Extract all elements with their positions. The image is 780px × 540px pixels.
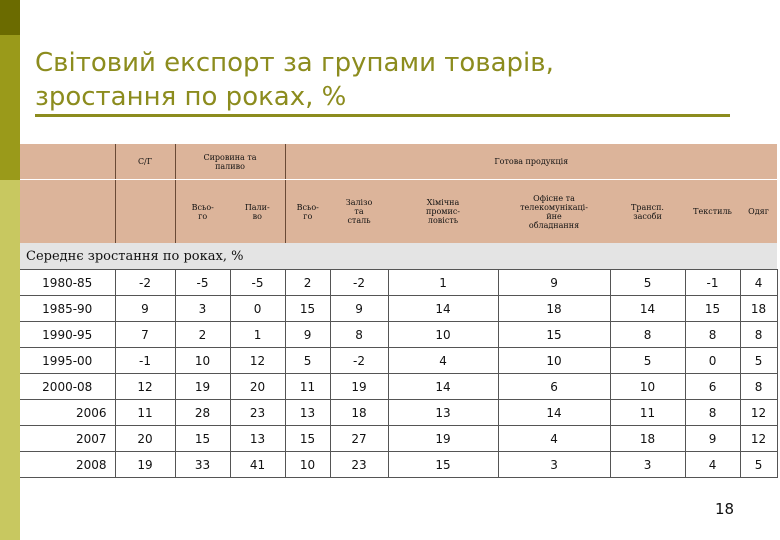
table-cell: 6 <box>498 374 610 400</box>
table-cell: 23 <box>330 452 388 478</box>
page-number: 18 <box>715 500 735 518</box>
table-row <box>20 452 777 478</box>
table-cell: 3 <box>175 296 230 322</box>
header-empty-cell <box>20 144 115 180</box>
header-agriculture: С/Г <box>115 144 175 180</box>
table-cell: 11 <box>115 400 175 426</box>
row-period-label: 1995-00 <box>20 348 115 374</box>
header-sub-empty-1 <box>20 180 115 244</box>
table-row <box>20 426 777 452</box>
table-cell: 33 <box>175 452 230 478</box>
table-cell: 12 <box>230 348 285 374</box>
table-cell: 15 <box>388 452 498 478</box>
table-cell: 18 <box>498 296 610 322</box>
side-bar-dark-segment <box>0 0 20 35</box>
section-row <box>20 243 777 270</box>
table-cell: -1 <box>685 270 740 296</box>
table-cell: 8 <box>685 400 740 426</box>
table-cell: 8 <box>740 374 777 400</box>
table-cell: 13 <box>388 400 498 426</box>
table-cell: -5 <box>175 270 230 296</box>
table-cell: 2 <box>175 322 230 348</box>
table-cell: 9 <box>330 296 388 322</box>
header-sub-transport: Трансп. засоби <box>610 180 685 244</box>
table-cell: 4 <box>685 452 740 478</box>
table-cell: 15 <box>285 426 330 452</box>
table-cell: 10 <box>610 374 685 400</box>
table-cell: 15 <box>498 322 610 348</box>
header-sub-chemicals: Хімічна промис- ловість <box>388 180 498 244</box>
table-cell: 14 <box>388 374 498 400</box>
table-cell: 1 <box>230 322 285 348</box>
table-cell: 12 <box>115 374 175 400</box>
header-sub-iron-steel: Залізо та сталь <box>330 180 388 244</box>
table-cell: -2 <box>330 270 388 296</box>
row-period-label: 2006 <box>20 400 115 426</box>
table-cell: 1 <box>388 270 498 296</box>
table-cell: 2 <box>285 270 330 296</box>
table-cell: 9 <box>685 426 740 452</box>
table-cell: 18 <box>610 426 685 452</box>
table-cell: 4 <box>388 348 498 374</box>
table-body <box>20 270 777 478</box>
decorative-side-bar <box>0 0 20 540</box>
table-cell: 4 <box>740 270 777 296</box>
table-cell: 12 <box>740 400 777 426</box>
header-sub-empty-2 <box>115 180 175 244</box>
table-cell: 4 <box>498 426 610 452</box>
table-cell: 5 <box>610 270 685 296</box>
table-cell: 15 <box>685 296 740 322</box>
table-cell: 14 <box>498 400 610 426</box>
row-period-label: 2000-08 <box>20 374 115 400</box>
table-cell: 7 <box>115 322 175 348</box>
table-cell: 8 <box>685 322 740 348</box>
export-growth-table <box>20 144 769 478</box>
table-row <box>20 348 777 374</box>
table-cell: 20 <box>230 374 285 400</box>
table-cell: 27 <box>330 426 388 452</box>
table-cell: 18 <box>740 296 777 322</box>
table-cell: 15 <box>175 426 230 452</box>
table-row <box>20 322 777 348</box>
table-cell: -2 <box>330 348 388 374</box>
table-row <box>20 400 777 426</box>
table-cell: 8 <box>740 322 777 348</box>
table-cell: 10 <box>285 452 330 478</box>
table-cell: 18 <box>330 400 388 426</box>
slide-title <box>35 46 735 114</box>
table-cell: -1 <box>115 348 175 374</box>
header-raw-materials: Сировина та паливо <box>175 144 285 180</box>
section-title: Середнє зростання по роках, % <box>20 243 777 270</box>
table-cell: 9 <box>285 322 330 348</box>
table-cell: -5 <box>230 270 285 296</box>
table-cell: 3 <box>610 452 685 478</box>
table-cell: 19 <box>330 374 388 400</box>
table-cell: 15 <box>285 296 330 322</box>
table-cell: -2 <box>115 270 175 296</box>
table-cell: 14 <box>610 296 685 322</box>
table-cell: 3 <box>498 452 610 478</box>
header-sub-fuel: Пали- во <box>230 180 285 244</box>
header-sub-office-telecom: Офісне та телекомунікаці- йне обладнання <box>498 180 610 244</box>
table-cell: 11 <box>610 400 685 426</box>
table-cell: 20 <box>115 426 175 452</box>
side-bar-light-segment <box>0 180 20 540</box>
table-cell: 23 <box>230 400 285 426</box>
table-cell: 10 <box>388 322 498 348</box>
row-period-label: 2008 <box>20 452 115 478</box>
table-cell: 13 <box>230 426 285 452</box>
header-row-sub <box>20 180 777 244</box>
table-cell: 28 <box>175 400 230 426</box>
table-cell: 9 <box>115 296 175 322</box>
table-cell: 5 <box>285 348 330 374</box>
table-cell: 8 <box>610 322 685 348</box>
table-row <box>20 270 777 296</box>
table-row <box>20 296 777 322</box>
table-cell: 5 <box>610 348 685 374</box>
table-cell: 12 <box>740 426 777 452</box>
side-bar-mid-segment <box>0 35 20 180</box>
slide-title-line1: Світовий експорт за групами товарів, <box>35 48 554 78</box>
table-cell: 5 <box>740 452 777 478</box>
table-cell: 14 <box>388 296 498 322</box>
row-period-label: 1990-95 <box>20 322 115 348</box>
row-period-label: 1980-85 <box>20 270 115 296</box>
header-sub-textile: Текстиль <box>685 180 740 244</box>
header-row-top <box>20 144 777 180</box>
header-sub-clothing: Одяг <box>740 180 777 244</box>
table-cell: 41 <box>230 452 285 478</box>
table-cell: 0 <box>685 348 740 374</box>
table-cell: 0 <box>230 296 285 322</box>
table-cell: 9 <box>498 270 610 296</box>
header-finished-products: Готова продукція <box>285 144 777 180</box>
table-cell: 11 <box>285 374 330 400</box>
header-sub-total-raw: Всьо- го <box>175 180 230 244</box>
table-cell: 10 <box>175 348 230 374</box>
title-underline <box>35 114 730 117</box>
row-period-label: 2007 <box>20 426 115 452</box>
table-cell: 19 <box>175 374 230 400</box>
table-cell: 19 <box>115 452 175 478</box>
table-cell: 19 <box>388 426 498 452</box>
row-period-label: 1985-90 <box>20 296 115 322</box>
table-row <box>20 374 777 400</box>
slide-title-line2: зростання по роках, % <box>35 82 347 112</box>
table-cell: 13 <box>285 400 330 426</box>
header-sub-total-finished: Всьо- го <box>285 180 330 244</box>
table-cell: 5 <box>740 348 777 374</box>
table-cell: 10 <box>498 348 610 374</box>
table-cell: 8 <box>330 322 388 348</box>
table-cell: 6 <box>685 374 740 400</box>
